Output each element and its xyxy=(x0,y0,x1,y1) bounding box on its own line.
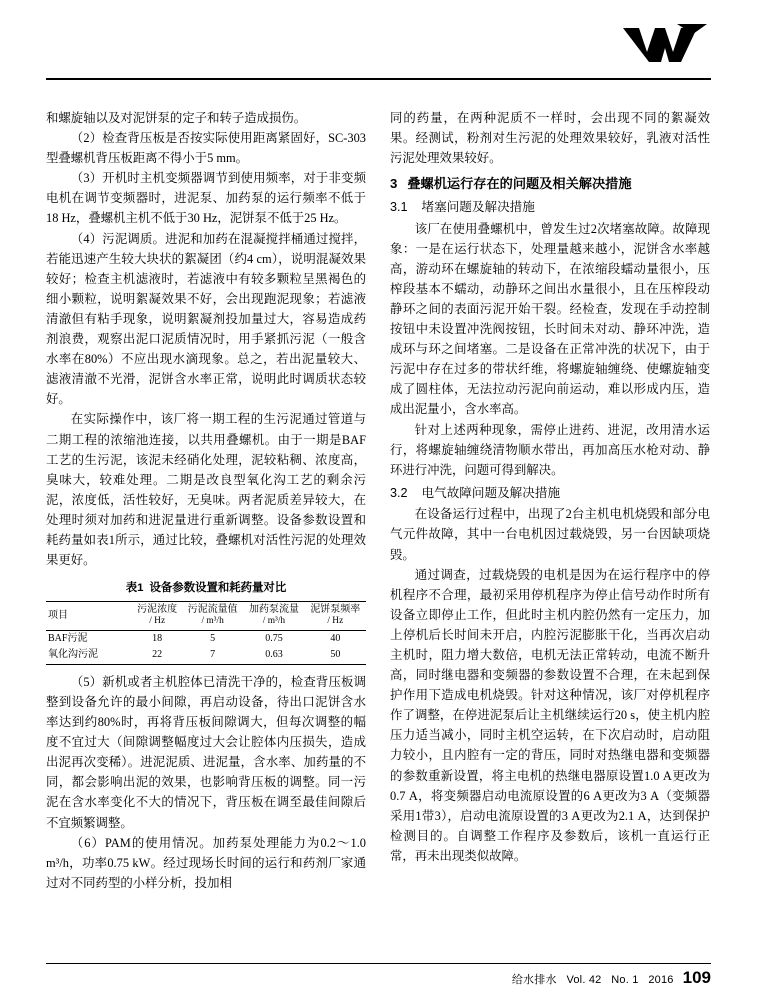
col-header xyxy=(243,601,304,630)
paragraph: （4）污泥调质。进泥和加药在混凝搅拌桶通过搅拌，若能迅速产生较大块状的絮凝团（约4 cm），说明混凝效果较好；检查主机滤液时，若滤液中有较多颗粒呈黑褐色的细小颗粒，说明絮凝效果不好，会出现跑泥现象；若滤液清澈但有粘手现象，说明絮凝剂投加量过大，容易造成药剂浪费，观察出泥口泥质情况时，用手紧抓污泥（一般含水率在80%）不应出现水滴现象。总之，若出泥量较大、滤液清澈不光滑，泥饼含水率正常，说明此时调质状态较好。 xyxy=(46,231,366,407)
header-divider xyxy=(46,78,711,80)
right-column xyxy=(390,108,710,893)
page-number: 109 xyxy=(682,968,711,987)
paragraph: 和螺旋轴以及对泥饼泵的定子和转子造成损伤。 xyxy=(46,111,307,125)
cell: 22 xyxy=(152,649,163,661)
article-columns xyxy=(46,108,711,893)
journal-logo-icon xyxy=(619,22,711,66)
table-body xyxy=(46,630,366,664)
paragraph: 在实际操作中，该厂将一期工程的生污泥通过管道与二期工程的浓缩池连接，以共用叠螺机。由于一期是BAF工艺的生污泥，该泥未经硝化处理，泥较粘稠、浓度高，臭味大，较难处理。二期是改良型氧化沟工艺的剩余污泥，浓度低，活性较好，无臭味。两者泥质差异较大，在处理时须对加药和进泥量进行重新调整。设备参数设置和耗药量如表1所示，通过比较，叠螺机对活性污泥的处理效果更好。 xyxy=(46,412,366,568)
paragraph: 同的药量，在两种泥质不一样时，会出现不同的絮凝效果。经测试，粉剂对生污泥的处理效果较好，乳液对活性污泥处理效果较好。 xyxy=(390,111,710,166)
footer-divider xyxy=(46,963,711,964)
parameters-table-wrap xyxy=(46,579,366,665)
table-row xyxy=(46,647,366,664)
page-footer xyxy=(46,968,711,988)
col-header-unit: / Hz xyxy=(149,616,166,627)
subsection-number: 3.2 xyxy=(390,485,408,500)
table-caption xyxy=(46,579,366,597)
cell: 0.63 xyxy=(265,649,283,661)
footer-journal: 给水排水 xyxy=(511,974,557,986)
table-header-row xyxy=(46,601,366,630)
paragraph: （6）PAM的使用情况。加药泵处理能力为0.2～1.0 m³/h，功率0.75 kW。经过现场长时间的运行和药剂厂家通过对不同药型的小样分析，投加相 xyxy=(46,835,366,890)
footer-issue: No. 1 xyxy=(611,974,639,986)
subsection-heading-1 xyxy=(390,198,710,218)
section-title: 叠螺机运行存在的问题及相关解决措施 xyxy=(407,176,632,192)
table-head xyxy=(46,601,366,630)
col-header-unit: / m³/h xyxy=(201,616,224,627)
table-number: 表1 xyxy=(125,582,144,595)
left-column xyxy=(46,108,366,893)
table-row xyxy=(46,630,366,647)
subsection-number: 3.1 xyxy=(390,200,408,215)
paragraph: （3）开机时主机变频器调节到使用频率，对于非变频电机在调节变频器时，进泥泵、加药泵的运行频率不低于18 Hz，叠螺机主机不低于30 Hz，泥饼泵不低于25 Hz。 xyxy=(46,171,366,226)
col-header xyxy=(132,601,182,630)
subsection-heading-2 xyxy=(390,484,710,504)
col-header-unit: / m³/h xyxy=(262,616,286,627)
cell: BAF污泥 xyxy=(48,632,88,644)
page-header xyxy=(46,0,711,86)
paragraph: 针对上述两种现象，需停止进药、进泥，改用清水运行，将螺旋轴缠绕清物顺水带出，再加高压水枪对动、静环进行冲洗，问题可得到解决。 xyxy=(390,422,710,477)
subsection-title: 堵塞问题及解决措施 xyxy=(421,200,535,215)
paragraph: 在设备运行过程中，出现了2台主机电机烧毁和部分电气元件故障，其中一台电机因过载烧毁，另一台因缺项烧毁。 xyxy=(390,507,710,562)
paragraph: （2）检查背压板是否按实际使用距离紧固好，SC-303型叠螺机背压板距离不得小于5 mm。 xyxy=(46,131,366,166)
cell: 40 xyxy=(330,632,341,644)
cell: 5 xyxy=(210,632,216,644)
table-title: 设备参数设置和耗药量对比 xyxy=(149,582,287,595)
footer-volume: Vol. 42 xyxy=(566,974,602,986)
footer-citation xyxy=(512,971,674,987)
footer-year: 2016 xyxy=(648,974,674,986)
col-header xyxy=(182,601,243,630)
cell: 7 xyxy=(210,649,216,661)
cell: 18 xyxy=(152,632,163,644)
col-header-title: 加药泵流量 xyxy=(248,603,299,615)
cell: 50 xyxy=(330,649,341,661)
section-heading xyxy=(390,174,710,194)
col-header-title: 污泥浓度 xyxy=(137,603,178,615)
col-header xyxy=(305,601,366,630)
cell: 0.75 xyxy=(265,632,283,644)
col-header xyxy=(46,601,132,630)
paragraph: （5）新机或者主机腔体已清洗干净的，检查背压板调整到设备允许的最小间隙，再启动设备，待出口泥饼含水率达到约80%时，再将背压板间隙调大，但每次调整的幅度不宜过大（间隙调整幅度过大会让腔体内压损失，造成出泥再次变稀）。进泥泥质、进泥量，含水率、加药量的不同，都会影响出泥的效果，也影响背压板的调整。同一污泥在含水率变化不大的情况下，背压板在调至最佳间隙后不宜频繁调整。 xyxy=(46,674,366,830)
col-header-title: 项目 xyxy=(48,609,68,621)
cell: 氧化沟污泥 xyxy=(48,649,98,661)
col-header-title: 泥饼泵频率 xyxy=(310,603,361,615)
paragraph: 通过调查，过载烧毁的电机是因为在运行程序中的停机程序不合理，最初采用停机程序为停止信号动作时所有设备立即停止工作，但此时主机内腔仍然有一定压力，加上停机后长时间未开启，内腔污泥膨胀干化，当再次启动主机时，阻力增大数倍，电机无法正常转动，电流不断升高，同时继电器和变频器的参数设置不合理，在未起到保护作用下造成电机烧毁。针对这种情况，该厂对停机程序作了调整，在停进泥泵后让主机继续运行20 s，使主机内腔压力适当减小，同时主机空运转，在下次启动时，启动阻力较小，且内腔有一定的背压，同时对热继电器和变频器的参数重新设置，将主电机的热继电器原设置1.0 A更改为0.7 A，将变频器启动电流原设置的6 A更改为3 A（变频器采用1带3），启动电流原设置的3 A更改为2.1 A，达到保护检测目的。自调整工作程序及参数后，该机一直运行正常，再未出现类似故障。 xyxy=(390,567,710,863)
parameters-table xyxy=(46,601,366,665)
paragraph: 该厂在使用叠螺机中，曾发生过2次堵塞故障。故障现象：一是在运行状态下，处理量越来越小，泥饼含水率越高，游动环在螺旋轴的转动下，在浓缩段蠕动量很小，压榨段基本不蠕动，动静环之间出水量很小，且在压榨段动静环之间的表面污泥开始干裂。经检查，发现在手动控制按钮中未设置冲洗阀按钮，长时间未对动、静环冲洗，造成环与环之间堵塞。二是设备在正常冲洗的状况下，由于污泥中存在过多的带状纤维，将螺旋轴缠绕、使螺旋轴变成了圆柱体，无法拉动污泥向前运动，难以形成内压，造成出泥量小，含水率高。 xyxy=(390,221,710,417)
subsection-title: 电气故障问题及解决措施 xyxy=(421,485,561,500)
col-header-unit: / Hz xyxy=(327,616,344,627)
col-header-title: 污泥流量值 xyxy=(187,603,238,615)
section-number: 3 xyxy=(390,176,398,192)
